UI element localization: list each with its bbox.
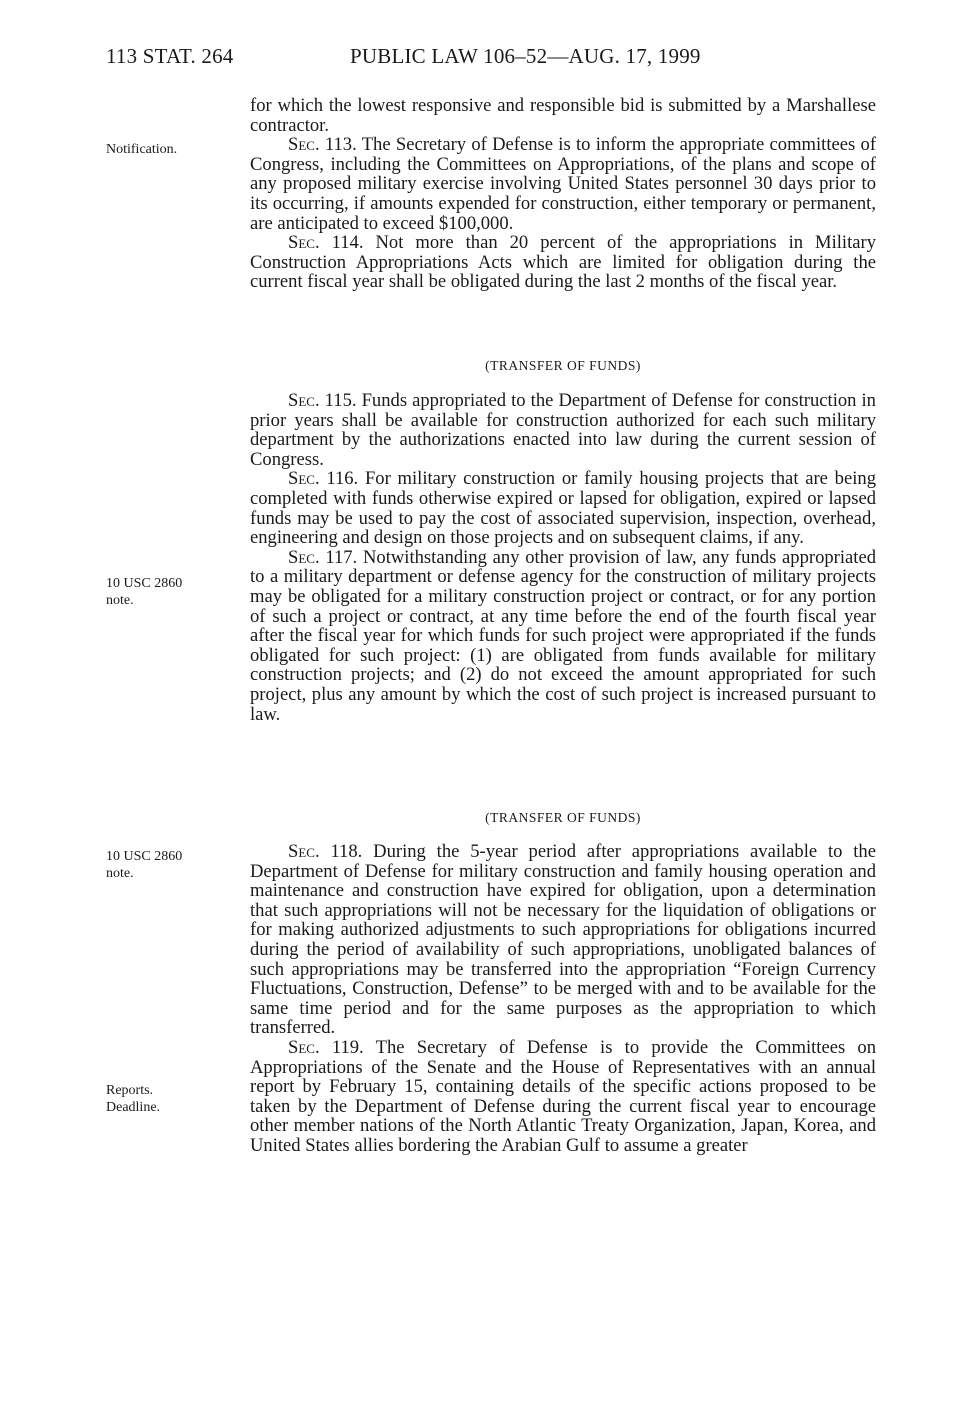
- section-118-text: During the 5-year period after appropriations available to the Department of Defense for military construction and family housing operation and maintenance and construction have expired for obligation, upon a determination that such appropriations will not be necessary for the liquidation of obligations or for making authorized adjustments to such appropriations for obligations incurred during the period of availability of such appropriations, unobligated balances of such appropriations may be transferred into the appropriation “Foreign Currency Fluctuations, Construction, Defense” to be merged with and to be available for the same time period and for the same purposes as the appropriation to which transferred.: [250, 841, 876, 1039]
- section-label: Sec.: [288, 468, 320, 490]
- section-118-number: 118.: [330, 841, 363, 862]
- text-block-secs-113-114: [250, 96, 876, 292]
- margin-note-usc-first: [106, 575, 246, 609]
- margin-note-usc-second-line1: 10 USC 2860: [106, 849, 183, 864]
- section-label: Sec.: [288, 841, 320, 862]
- margin-note-notification: [106, 141, 246, 158]
- continuation-paragraph: for which the lowest responsive and responsible bid is submitted by a Marshallese contractor.: [250, 95, 876, 136]
- margin-note-usc-second-line2: note.: [106, 866, 134, 881]
- text-block-secs-115-117: [250, 391, 876, 724]
- margin-note-reports: Reports.: [106, 1083, 154, 1098]
- section-label: Sec.: [288, 232, 320, 254]
- section-117-text: Notwithstanding any other provision of law, any funds appropriated to a military department or defense agency for the construction of military projects may be obligated for a military construction project or contract, or for any portion of such a project or contract, at any time before the end of the fourth fiscal year after the fiscal year for which funds for such project were appropriated if the funds obligated for such project: (1) are obligated from funds available for military construction projects; and (2) do not exceed the amount appropriated for such project, plus any amount by which the cost of such project is increased pursuant to law.: [250, 546, 877, 725]
- section-115-number: 115.: [324, 390, 357, 411]
- margin-note-deadline: Deadline.: [106, 1100, 161, 1115]
- statute-page-reference: 113 STAT. 264: [106, 44, 234, 68]
- section-114: [250, 233, 876, 292]
- section-label: Sec.: [288, 134, 320, 156]
- section-114-number: 114.: [331, 232, 364, 254]
- section-113: [250, 135, 876, 233]
- transfer-of-funds-heading-first: (TRANSFER OF FUNDS): [485, 358, 641, 373]
- section-119: [250, 1038, 876, 1156]
- section-116-number: 116.: [326, 468, 359, 490]
- section-119-text: The Secretary of Defense is to provide the Committees on Appropriations of the Senate and the House of Representatives with an annual report by February 15, containing details of the specific actions proposed to be taken by the Department of Defense during the current fiscal year to encourage other member nations of the North Atlantic Treaty Organization, Japan, Korea, and United States allies bordering the Arabian Gulf to assume a greater: [250, 1036, 877, 1156]
- section-115: [250, 391, 876, 469]
- section-113-number: 113.: [324, 134, 357, 156]
- running-header: [106, 44, 876, 72]
- public-law-reference: PUBLIC LAW 106–52—AUG. 17, 1999: [350, 44, 701, 68]
- section-label: Sec.: [288, 546, 320, 568]
- margin-note-usc-first-line2: note.: [106, 593, 134, 608]
- margin-note-notification-text: Notification.: [106, 142, 178, 157]
- section-113-text: The Secretary of Defense is to inform the appropriate committees of Congress, including the Committees on Appropriations, of the plans and scope of any proposed military exercise involving United States personnel 30 days prior to its occurring, if amounts expended for construction, either temporary or permanent, are anticipated to exceed $100,000.: [250, 134, 877, 234]
- transfer-of-funds-heading-second: (TRANSFER OF FUNDS): [485, 810, 641, 825]
- section-label: Sec.: [288, 1036, 320, 1058]
- section-119-number: 119.: [331, 1036, 364, 1058]
- margin-note-reports-deadline: [106, 1082, 246, 1116]
- section-114-text: Not more than 20 percent of the appropriations in Military Construction Appropriations Acts which are limited for obligation during the current fiscal year shall be obligated during the last 2 months of the fiscal year.: [250, 232, 876, 293]
- section-117: [250, 548, 876, 724]
- section-115-text: Funds appropriated to the Department of Defense for construction in prior years shall be available for construction authorized for each such military department by the authorizations enacted into law during the current session of Congress.: [250, 390, 876, 470]
- section-117-number: 117.: [325, 546, 358, 568]
- margin-note-usc-second: [106, 848, 246, 882]
- section-116: [250, 469, 876, 547]
- section-label: Sec.: [288, 390, 320, 411]
- text-block-secs-118-119: [250, 842, 876, 1156]
- section-118: [250, 842, 876, 1038]
- margin-note-usc-first-line1: 10 USC 2860: [106, 576, 183, 591]
- section-116-text: For military construction or family housing projects that are being completed with funds otherwise expired or lapsed for obligation, expired or lapsed funds may be used to pay the cost of associated supervision, inspection, overhead, engineering and design on those projects and on subsequent claims, if any.: [250, 468, 876, 549]
